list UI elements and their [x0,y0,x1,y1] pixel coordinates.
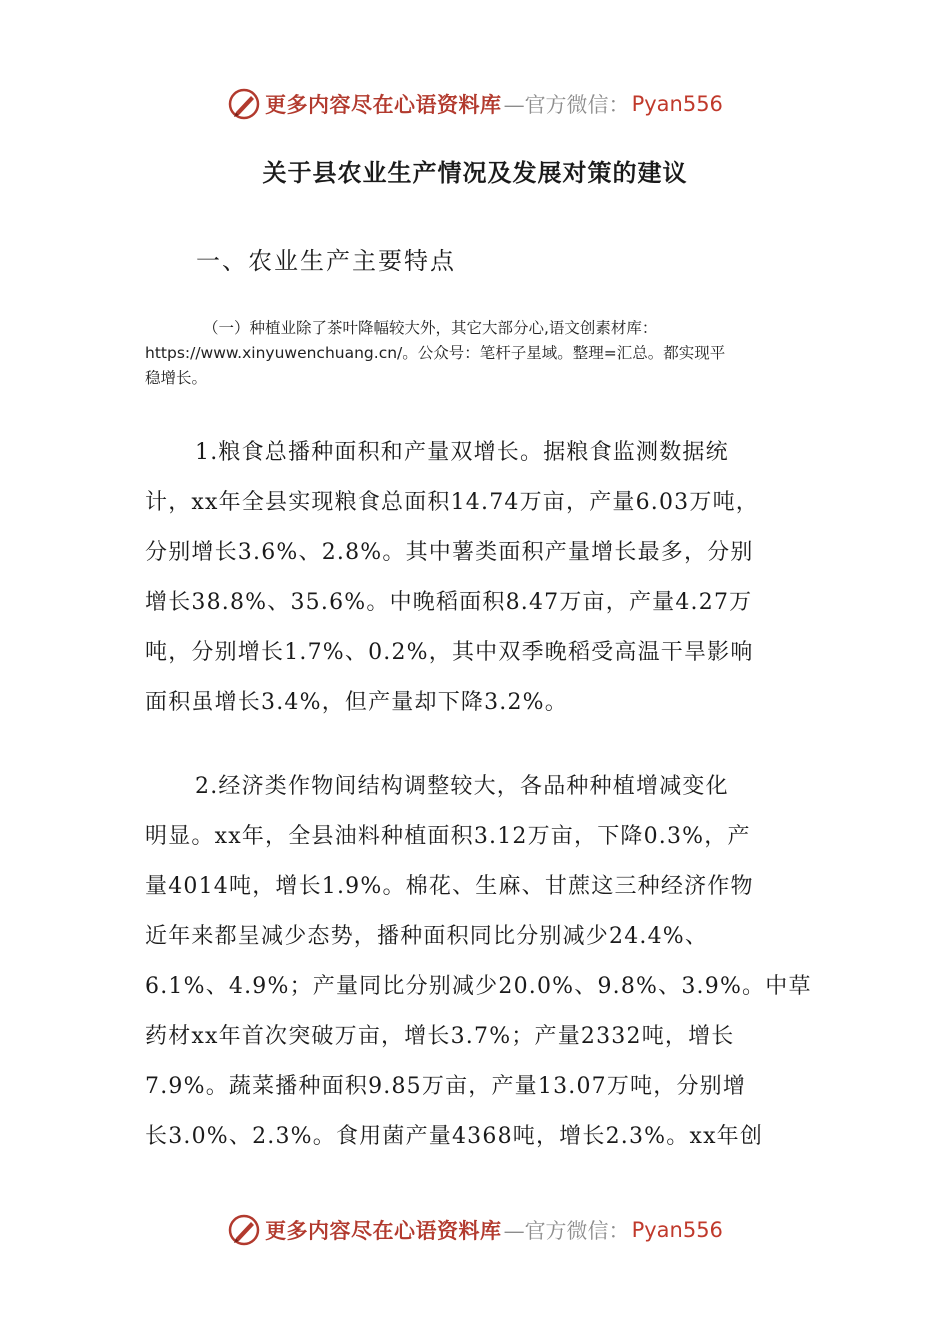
paragraph-line: 量4014吨，增长1.9%。棉花、生麻、甘蔗这三种经济作物 [145,874,754,899]
section-note [145,316,810,391]
paragraph-line: 长3.0%、2.3%。食用菌产量4368吨，增长2.3%。xx年创 [145,1124,764,1149]
paragraph-line: 明显。xx年，全县油料种植面积3.12万亩，下降0.3%，产 [145,824,751,849]
paragraph-line: 近年来都呈减少态势，播种面积同比分别减少24.4%、 [145,924,709,949]
paragraph-line: 6.1%、4.9%；产量同比分别减少20.0%、9.8%、3.9%。中草 [145,974,812,999]
paragraph-line: 增长38.8%、35.6%。中晚稻面积8.47万亩，产量4.27万 [145,590,753,615]
paragraph-line: 分别增长3.6%、2.8%。其中薯类面积产量增长最多，分别 [145,540,754,565]
banner-brand: 更多内容尽在心语资料库 [265,92,502,117]
paragraph-line: 计，xx年全县实现粮食总面积14.74万亩，产量6.03万吨， [145,490,759,515]
document-title: 关于县农业生产情况及发展对策的建议 [262,158,688,187]
banner-wechat-id: Pyan556 [631,92,723,116]
paragraph-line: 吨，分别增长1.7%、0.2%，其中双季晚稻受高温干旱影响 [145,640,754,665]
banner-separator: —官方微信： [503,93,630,117]
paragraph-line: 面积虽增长3.4%，但产量却下降3.2%。 [145,690,568,715]
section-heading: 一、农业生产主要特点 [196,247,456,275]
header-banner [0,84,950,124]
note-line-3: 稳增长。 [145,369,208,387]
banner-separator: —官方微信： [503,1219,630,1243]
banner-wechat-id: Pyan556 [631,1218,723,1242]
footer-banner [0,1210,950,1250]
pen-logo-icon [227,1213,261,1247]
note-line-1: （一）种植业除了茶叶降幅较大外，其它大部分心,语文创素材库： [203,319,658,337]
paragraph-2 [145,762,815,1162]
paragraph-1 [145,428,815,728]
paragraph-line: 药材xx年首次突破万亩，增长3.7%；产量2332吨，增长 [145,1024,735,1049]
paragraph-line: 2.经济类作物间结构调整较大，各品种种植增减变化 [195,774,729,799]
banner-brand: 更多内容尽在心语资料库 [265,1218,502,1243]
paragraph-line: 7.9%。蔬菜播种面积9.85万亩，产量13.07万吨，分别增 [145,1074,747,1099]
paragraph-line: 1.粮食总播种面积和产量双增长。据粮食监测数据统 [195,440,729,465]
pen-logo-icon [227,87,261,121]
note-line-2: https://www.xinyuwenchuang.cn/。公众号：笔杆子星域。整理=汇总。都实现平 [145,344,726,362]
